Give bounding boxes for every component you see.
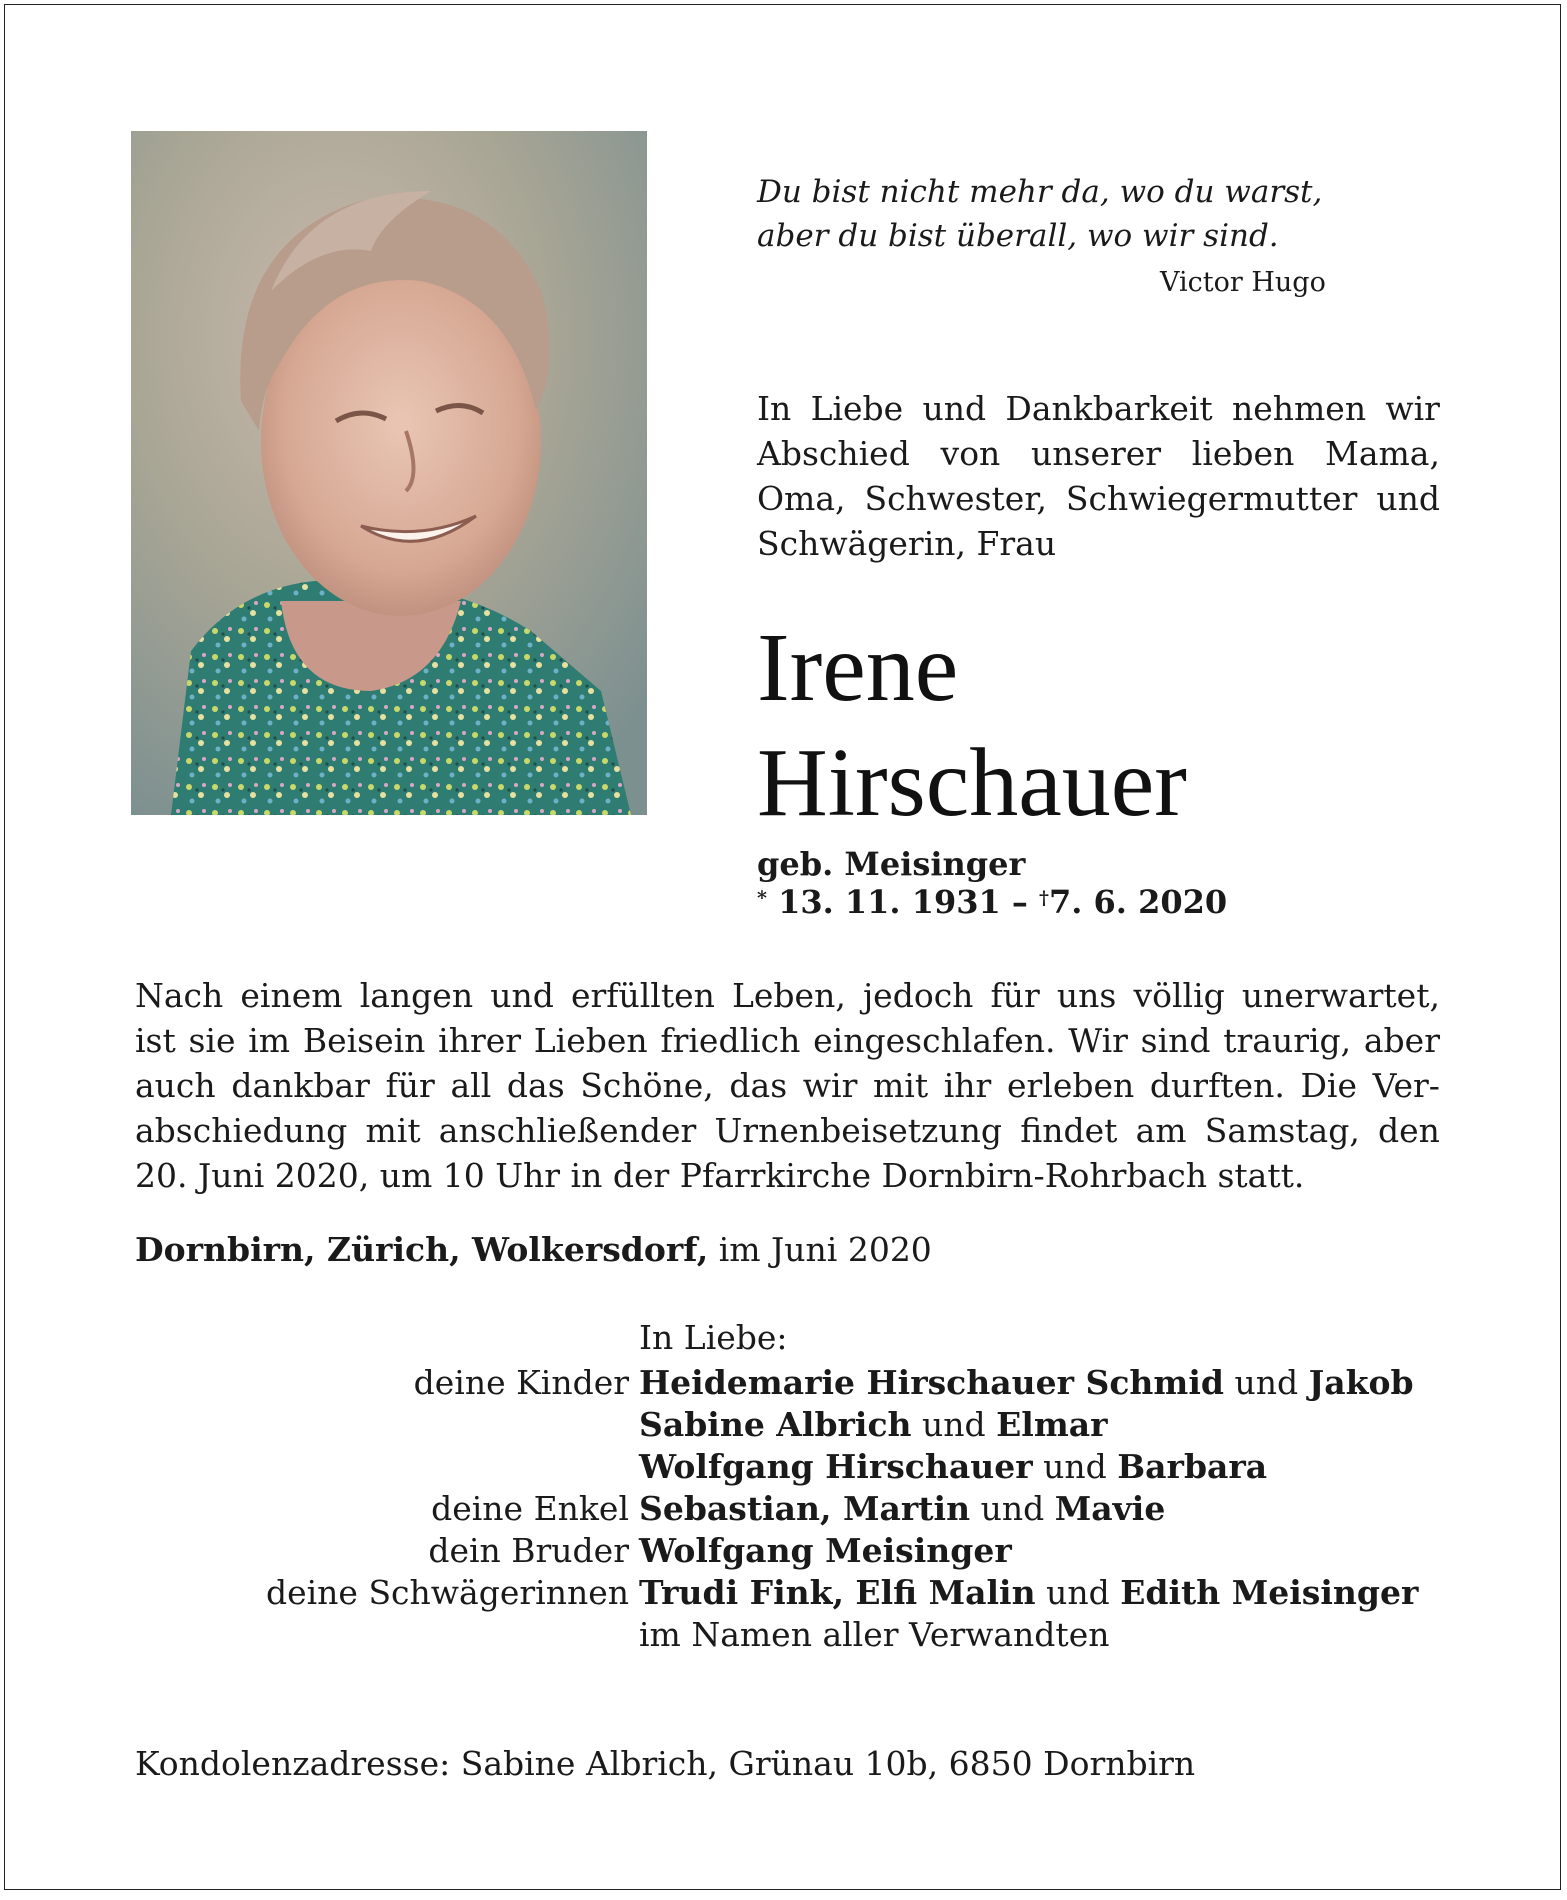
word: Schöne, <box>580 1066 714 1105</box>
word: eingeschlafen. <box>813 1021 1056 1060</box>
birth-symbol: * <box>757 887 767 909</box>
word: den <box>1378 1111 1440 1150</box>
body-line <box>135 1108 1440 1153</box>
word: am <box>1135 1111 1187 1150</box>
word: traurig, <box>1223 1021 1352 1060</box>
word: Urnenbeisetzung <box>714 1111 1003 1150</box>
word: unerwartet, <box>1241 976 1440 1015</box>
place-and-date <box>135 1227 932 1272</box>
mourner-row <box>5 1528 1567 1573</box>
word: aber <box>1363 1021 1440 1060</box>
body-paragraph <box>135 973 1440 1198</box>
word: Wir <box>1068 1021 1128 1060</box>
birth-name: geb. Meisinger <box>757 845 1026 883</box>
life-dates <box>757 883 1227 921</box>
word: ist <box>135 1021 176 1060</box>
word: findet <box>1020 1111 1118 1150</box>
word: Oma, <box>757 479 846 518</box>
word: und <box>922 389 987 428</box>
word: auch <box>135 1066 216 1105</box>
portrait-illustration <box>131 131 647 815</box>
date: im Juni 2020 <box>708 1230 932 1269</box>
word: das <box>729 1066 788 1105</box>
quote-line: Du bist nicht mehr da, wo du warst, <box>757 174 1323 210</box>
word: Beisein <box>302 1021 426 1060</box>
death-symbol: † <box>1039 887 1049 909</box>
intro-line <box>757 431 1440 476</box>
intro-line: Schwägerin, Frau <box>757 524 1057 563</box>
mourner-name: Sebastian, Martin <box>639 1489 971 1528</box>
obituary-notice <box>4 4 1561 1890</box>
relation-names <box>639 1360 1414 1405</box>
birth-date: 13. 11. 1931 <box>778 883 1001 921</box>
word: uns <box>1056 976 1117 1015</box>
quote <box>757 170 1337 258</box>
word: Lieben <box>533 1021 648 1060</box>
first-name: Irene <box>757 614 959 722</box>
relation-label: dein Bruder <box>428 1531 629 1570</box>
word: von <box>940 434 1001 473</box>
word: im <box>248 1021 291 1060</box>
word: für <box>990 976 1040 1015</box>
cities: Dornbirn, Zürich, Wolkersdorf, <box>135 1230 709 1269</box>
relation-names <box>639 1570 1418 1615</box>
mourner-name: Mavie <box>1054 1489 1166 1528</box>
word: Dankbarkeit <box>1005 389 1213 428</box>
word: Die <box>1300 1066 1358 1105</box>
quote-author: Victor Hugo <box>1160 267 1326 298</box>
word: lieben <box>1191 434 1295 473</box>
relation-names <box>639 1444 1267 1489</box>
mourner-name: Heidemarie Hirschauer Schmid <box>639 1363 1224 1402</box>
connector: und <box>1223 1363 1309 1402</box>
word: anschließender <box>438 1111 697 1150</box>
body-line <box>135 1063 1440 1108</box>
connector: und <box>1032 1447 1118 1486</box>
word: Ver- <box>1372 1066 1440 1105</box>
word: Schwester, <box>864 479 1047 518</box>
portrait-photo <box>131 131 647 815</box>
mourner-row <box>5 1360 1567 1405</box>
mourners-heading: In Liebe: <box>639 1318 788 1357</box>
word: Mama, <box>1325 434 1440 473</box>
word: dankbar <box>231 1066 370 1105</box>
body-line: 20. Juni 2020, um 10 Uhr in der Pfarrkirche Dornbirn-Rohrbach statt. <box>135 1156 1305 1195</box>
word: einem <box>240 976 343 1015</box>
word: In <box>757 389 792 428</box>
word: völlig <box>1133 976 1225 1015</box>
word: sie <box>188 1021 236 1060</box>
mourner-name: Edith Meisinger <box>1120 1573 1419 1612</box>
relation-label: deine Kinder <box>413 1363 629 1402</box>
death-date: 7. 6. 2020 <box>1048 883 1228 921</box>
word: und <box>490 976 554 1015</box>
condolence-address: Kondolenzadresse: Sabine Albrich, Grünau 10b, 6850 Dornbirn <box>135 1744 1196 1783</box>
relation-label: deine Enkel <box>431 1489 629 1528</box>
word: Leben, <box>731 976 846 1015</box>
mourner-row <box>5 1612 1567 1657</box>
word: nehmen <box>1231 389 1367 428</box>
intro-line <box>757 476 1440 521</box>
relation-names <box>639 1528 1012 1573</box>
word: unserer <box>1031 434 1162 473</box>
word: Abschied <box>757 434 910 473</box>
mourner-name: Wolfgang Meisinger <box>639 1531 1012 1570</box>
word: Samstag, <box>1204 1111 1360 1150</box>
mourner-name: Barbara <box>1117 1447 1268 1486</box>
word: für <box>385 1066 435 1105</box>
word: ihrer <box>438 1021 522 1060</box>
connector: und <box>911 1405 997 1444</box>
word: erfüllten <box>570 976 715 1015</box>
body-line <box>135 1018 1440 1063</box>
word: wir <box>802 1066 858 1105</box>
word: ihr <box>943 1066 992 1105</box>
date-dash: – <box>1011 883 1028 921</box>
mourner-row <box>5 1444 1567 1489</box>
deceased-name <box>757 611 1187 841</box>
word: das <box>506 1066 565 1105</box>
mourner-name: Jakob <box>1308 1363 1414 1402</box>
word: mit <box>873 1066 929 1105</box>
word: langen <box>359 976 474 1015</box>
word: durften. <box>1149 1066 1285 1105</box>
word: erleben <box>1006 1066 1135 1105</box>
word: Schwiegermutter <box>1065 479 1358 518</box>
word: abschiedung <box>135 1111 348 1150</box>
word: Liebe <box>810 389 904 428</box>
word: all <box>450 1066 492 1105</box>
word: und <box>1376 479 1440 518</box>
mourner-row <box>5 1486 1567 1531</box>
intro-line <box>757 386 1440 431</box>
relation-names <box>639 1402 1108 1447</box>
relation-names <box>639 1486 1165 1531</box>
mourner-row <box>5 1402 1567 1447</box>
relation-label: deine Schwägerinnen <box>265 1573 629 1612</box>
intro-text <box>757 386 1440 566</box>
mourner-name: Elmar <box>996 1405 1108 1444</box>
word: jedoch <box>862 976 974 1015</box>
birth-death-info <box>757 845 1227 921</box>
body-line <box>135 973 1440 1018</box>
closing-line: im Namen aller Verwandten <box>639 1615 1110 1654</box>
word: wir <box>1385 389 1440 428</box>
word: Nach <box>135 976 224 1015</box>
word: friedlich <box>660 1021 801 1060</box>
mourner-row <box>5 1570 1567 1615</box>
word: mit <box>365 1111 421 1150</box>
last-name: Hirschauer <box>757 729 1187 837</box>
mourner-name: Wolfgang Hirschauer <box>639 1447 1033 1486</box>
quote-line: aber du bist überall, wo wir sind. <box>757 218 1279 254</box>
mourner-name: Trudi Fink, Elfi Malin <box>639 1573 1036 1612</box>
connector: und <box>1035 1573 1121 1612</box>
word: sind <box>1140 1021 1211 1060</box>
connector: und <box>970 1489 1055 1528</box>
mourner-name: Sabine Albrich <box>639 1405 912 1444</box>
